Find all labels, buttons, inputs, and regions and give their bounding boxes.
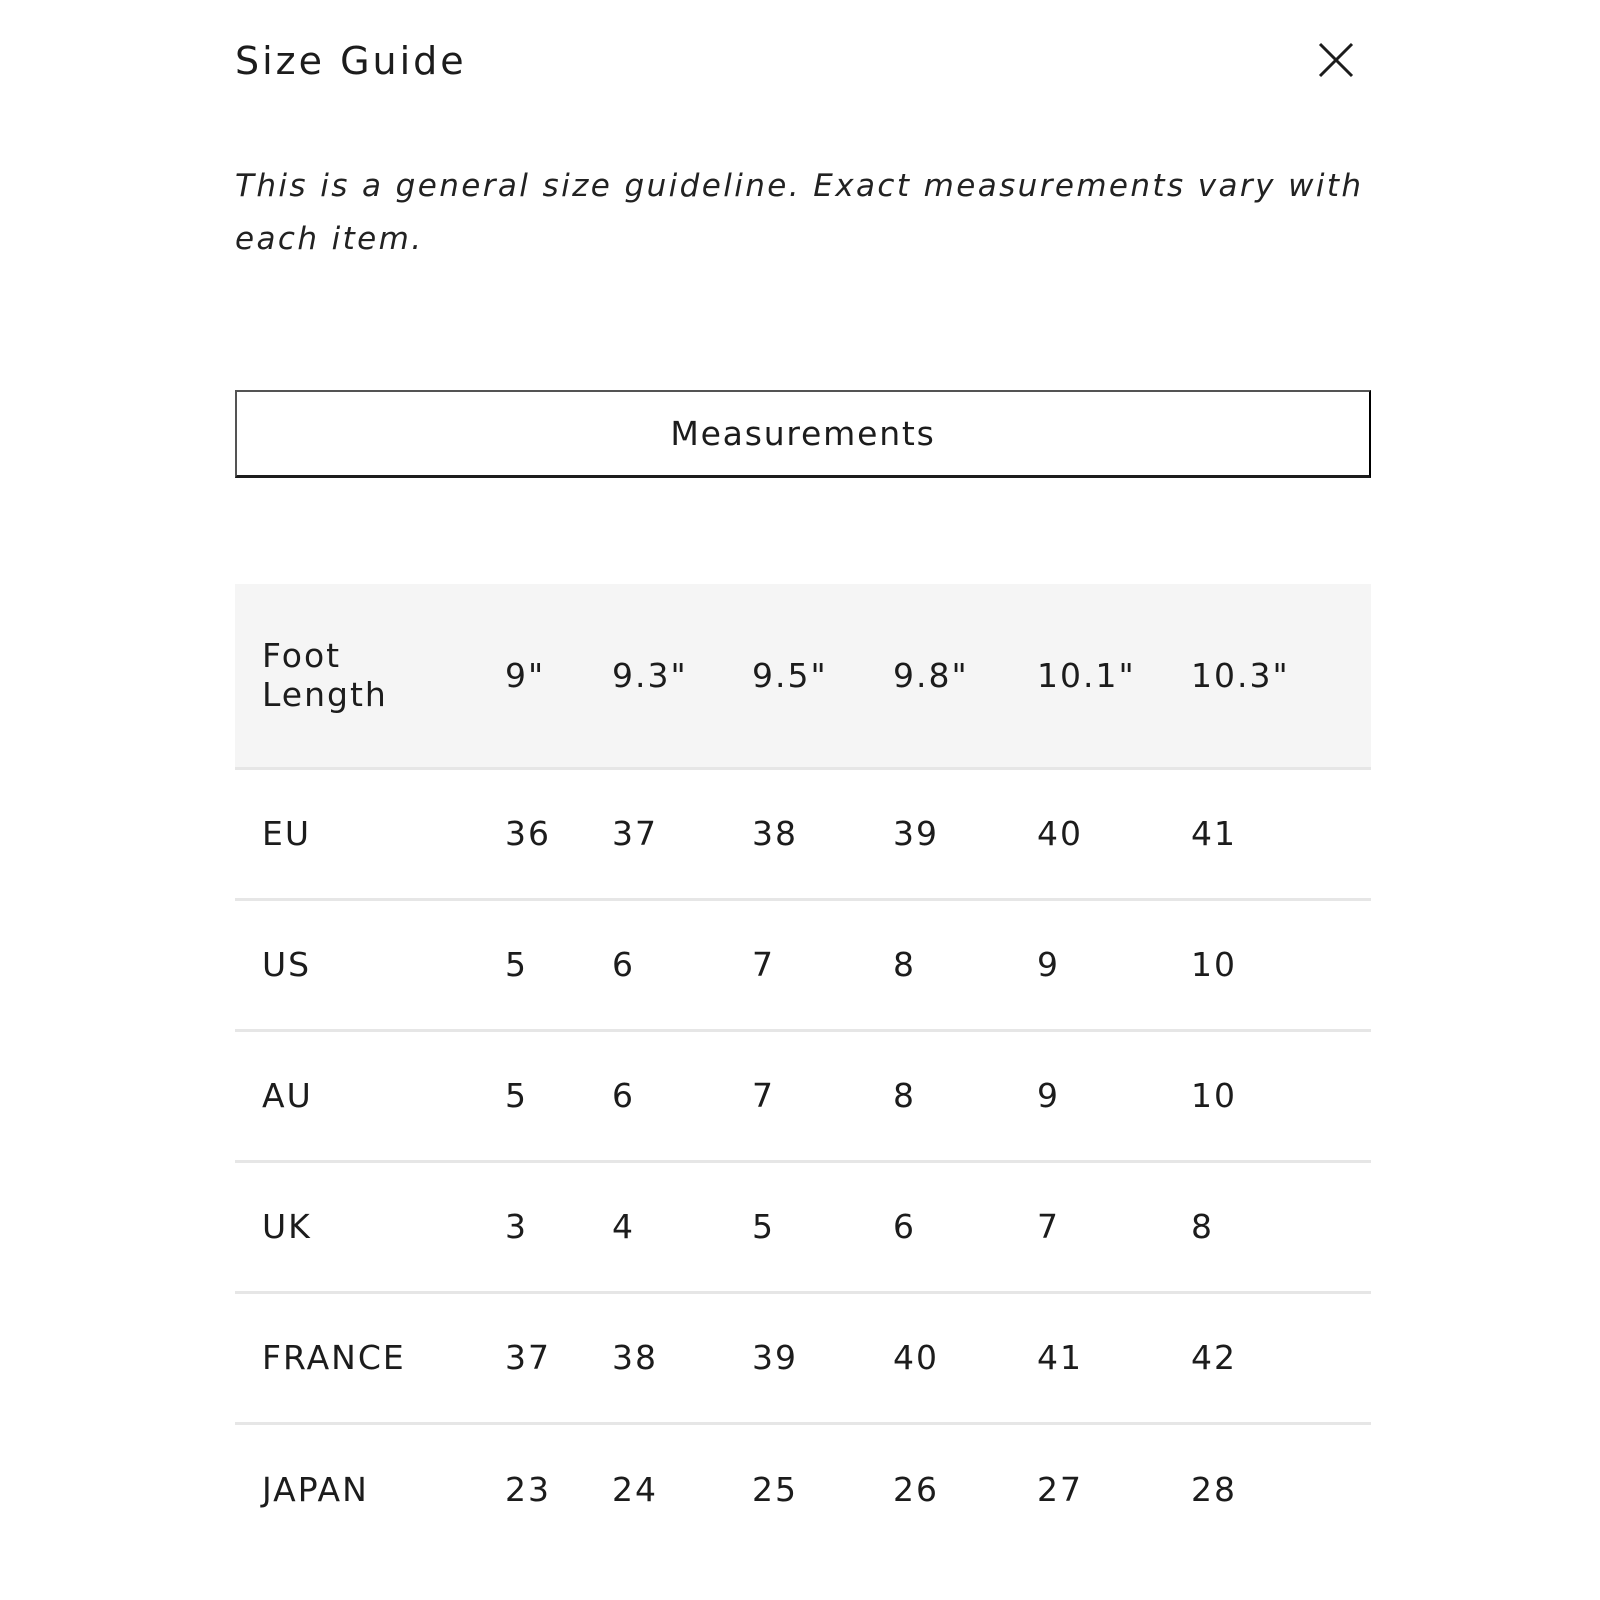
size-guideline-note: This is a general size guideline. Exact measurements vary with each item.: [235, 168, 1364, 257]
table-cell: 7: [752, 945, 775, 984]
table-cell: 40: [893, 1338, 939, 1377]
table-cell: 26: [893, 1469, 939, 1509]
header-cell: 10.1": [1037, 655, 1136, 695]
header-cell: 9.8": [893, 655, 969, 695]
table-cell: 10: [1191, 945, 1237, 984]
header-cell: 9.5": [752, 655, 828, 695]
table-cell: 9: [1037, 945, 1060, 984]
table-cell: 23: [505, 1469, 551, 1509]
table-row: [235, 768, 1371, 899]
table-cell: 7: [752, 1076, 775, 1115]
table-cell: 36: [505, 814, 551, 853]
table-row: [235, 1423, 1371, 1554]
table-cell: 39: [752, 1338, 798, 1377]
header-cell: 9.3": [612, 655, 688, 695]
table-cell: 38: [752, 814, 798, 853]
row-label: JAPAN: [262, 1469, 369, 1509]
table-cell: 8: [893, 1076, 916, 1115]
table-cell: 10: [1191, 1076, 1237, 1115]
table-cell: 41: [1037, 1338, 1083, 1377]
table-cell: 6: [612, 1076, 635, 1115]
table-cell: 37: [505, 1338, 551, 1377]
table-row: [235, 1292, 1371, 1423]
table-cell: 9: [1037, 1076, 1060, 1115]
table-cell: 7: [1037, 1207, 1060, 1246]
table-header-row: [235, 584, 1371, 768]
table-cell: 5: [752, 1207, 775, 1246]
table-cell: 28: [1191, 1469, 1237, 1509]
table-cell: 25: [752, 1469, 798, 1509]
modal-title: Size Guide: [235, 39, 467, 83]
table-cell: 38: [612, 1338, 658, 1377]
table-cell: 5: [505, 945, 528, 984]
table-cell: 6: [893, 1207, 916, 1246]
table-cell: 39: [893, 814, 939, 853]
header-label-line1: Foot: [262, 636, 342, 676]
table-cell: 6: [612, 945, 635, 984]
close-icon: [1314, 38, 1358, 82]
table-cell: 37: [612, 814, 658, 853]
header-cell: 9": [505, 655, 546, 695]
table-cell: 8: [1191, 1207, 1214, 1246]
table-row: [235, 1161, 1371, 1292]
table-cell: 4: [612, 1207, 635, 1246]
header-label-line2: Length: [262, 675, 388, 715]
table-cell: 3: [505, 1207, 528, 1246]
row-label: AU: [262, 1076, 313, 1115]
close-button[interactable]: [1314, 38, 1358, 82]
tab-measurements[interactable]: Measurements: [235, 390, 1371, 478]
table-cell: 8: [893, 945, 916, 984]
table-cell: 40: [1037, 814, 1083, 853]
row-label: FRANCE: [262, 1338, 406, 1377]
table-row: [235, 1030, 1371, 1161]
table-cell: 27: [1037, 1469, 1083, 1509]
table-row: [235, 899, 1371, 1030]
row-label: EU: [262, 814, 312, 853]
table-cell: 42: [1191, 1338, 1237, 1377]
header-cell: 10.3": [1191, 655, 1290, 695]
size-table: [235, 584, 1371, 1554]
header-label-foot-length: [235, 584, 505, 768]
row-label: US: [262, 945, 312, 984]
row-label: UK: [262, 1207, 312, 1246]
table-cell: 41: [1191, 814, 1237, 853]
table-cell: 24: [612, 1469, 658, 1509]
table-cell: 5: [505, 1076, 528, 1115]
